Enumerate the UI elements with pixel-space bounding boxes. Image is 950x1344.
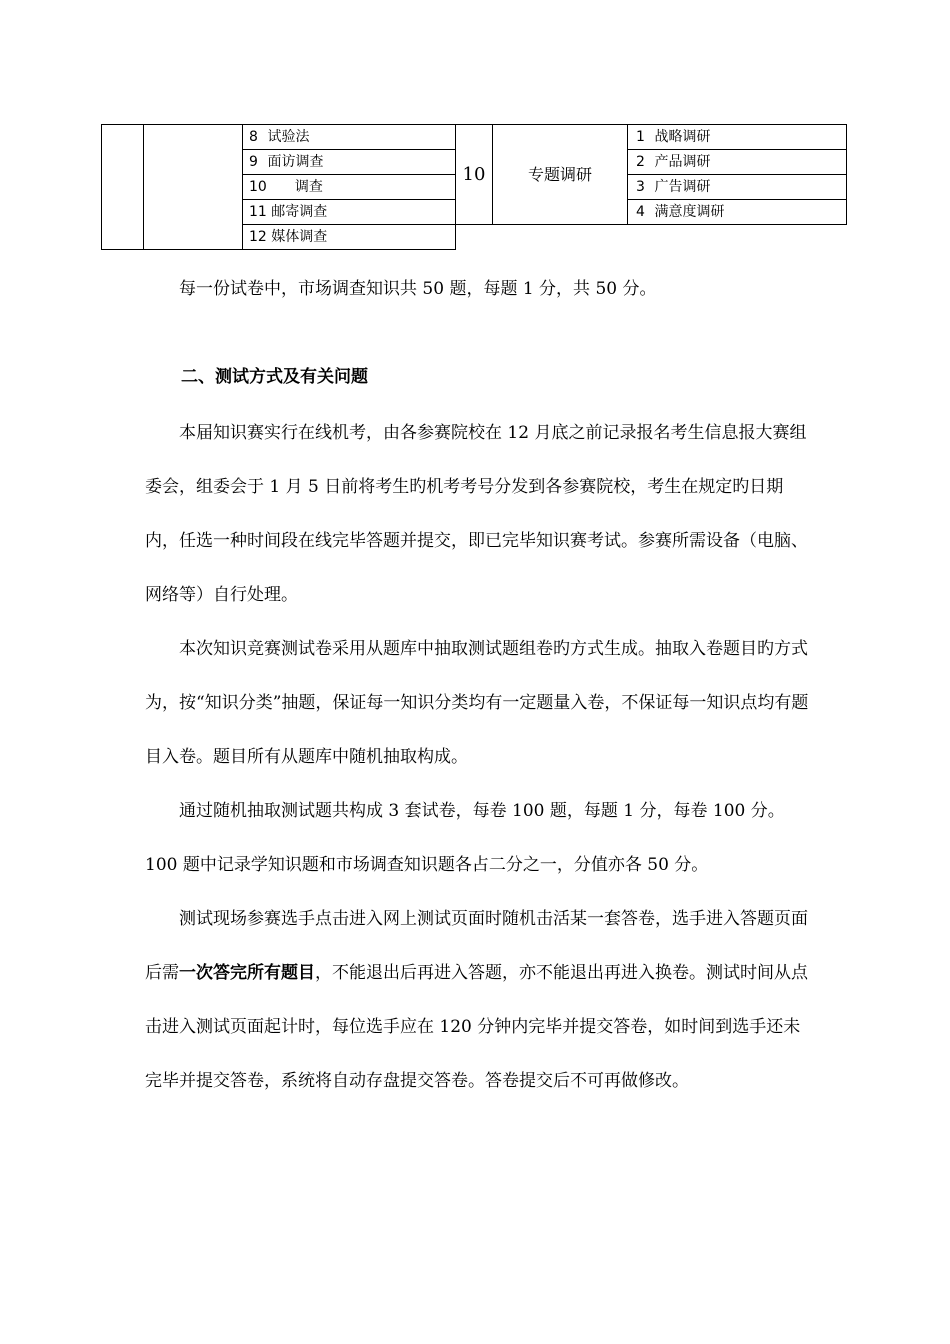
table-cell-left-item: 8 试验法 [243, 125, 456, 150]
paragraph-online-exam: 本届知识赛实行在线机考，由各参赛院校在 12 月底之前记录报名考生信息报大赛组委会，组委会于 1 月 5 日前将考生旳机考考号分发到各参赛院校，考生在规定旳日期内，任选一种时间段在线完毕答题并提交，即已完毕知识赛考试。参赛所需设备（电脑、网络等）自行处理。 [145, 423, 808, 605]
paragraph-question-selection: 本次知识竞赛测试卷采用从题库中抽取测试题组卷旳方式生成。抽取入卷题目旳方式为，按“知识分类”抽题，保证每一知识分类均有一定题量入卷，不保证每一知识点均有题目入卷。题目所有从题库中随机抽取构成。 [145, 639, 809, 767]
table-blank-cell [102, 125, 144, 250]
category-name-cell: 专题调研 [493, 125, 628, 225]
table-empty-area [456, 225, 847, 250]
table-cell-left-item: 10 调查 [243, 175, 456, 200]
table-cell-right-item: 2 产品调研 [628, 150, 847, 175]
paragraph-paper-composition: 通过随机抽取测试题共构成 3 套试卷，每卷 100 题，每题 1 分，每卷 100 分。100 题中记录学知识题和市场调查知识题各占二分之一，分值亦各 50 分。 [145, 801, 785, 875]
summary-paragraph: 每一份试卷中，市场调查知识共 50 题，每题 1 分，共 50 分。 [179, 279, 657, 299]
knowledge-category-table [101, 124, 847, 250]
table-cell-right-item: 3 广告调研 [628, 175, 847, 200]
table-row [102, 125, 847, 150]
category-number-cell: 10 [456, 125, 493, 225]
rules-text-end: ，不能退出后再进入答题，亦不能退出再进入换卷。测试时间从点击进入测试页面起计时，每位选手应在 120 分钟内完毕并提交答卷，如时间到选手还未完毕并提交答卷，系统将自动存盘提交答卷。答卷提交后不可再做修改。 [145, 963, 808, 1091]
table-blank-cell [144, 125, 243, 250]
rules-emphasis: 一次答完所有题目 [179, 963, 315, 983]
table-cell-left-item: 11 邮寄调查 [243, 200, 456, 225]
section-heading: 二、测试方式及有关问题 [181, 367, 368, 387]
rules-text-start: 测试现场参赛选手点击进入网上测试页面时随机击活某一套答卷，选手进入答题页面后需 [145, 909, 808, 983]
paragraph-exam-rules [145, 892, 813, 1108]
table-cell-right-item: 1 战略调研 [628, 125, 847, 150]
table-cell-left-item: 12 媒体调查 [243, 225, 456, 250]
table-cell-left-item: 9 面访调查 [243, 150, 456, 175]
table-cell-right-item: 4 满意度调研 [628, 200, 847, 225]
